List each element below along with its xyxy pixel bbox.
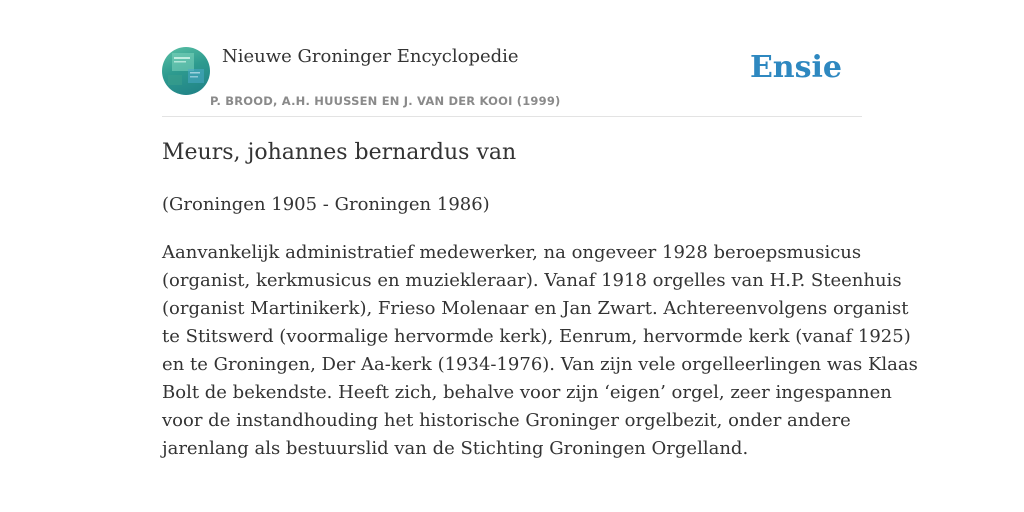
body-line: Bolt de bekendste. Heeft zich, behalve voor zijn ‘eigen’ orgel, zeer ingespannen [162, 382, 892, 403]
book-cover-icon[interactable] [162, 47, 210, 95]
entry-title: Meurs, johannes bernardus van [162, 140, 517, 165]
body-line: en te Groningen, Der Aa-kerk (1934-1976). Van zijn vele orgelleerlingen was Klaas [162, 354, 918, 375]
body-line: (organist, kerkmusicus en muziekleraar). Vanaf 1918 orgelles van H.P. Steenhuis [162, 270, 902, 291]
body-line: (organist Martinikerk), Frieso Molenaar en Jan Zwart. Achtereenvolgens organist [162, 298, 909, 319]
body-line: Aanvankelijk administratief medewerker, na ongeveer 1928 beroepsmusicus [162, 242, 862, 263]
source-header [162, 40, 862, 117]
source-authors: P. BROOD, A.H. HUUSSEN EN J. VAN DER KOOI (1999) [210, 94, 561, 108]
entry-dates: (Groningen 1905 - Groningen 1986) [162, 194, 490, 215]
source-title[interactable]: Nieuwe Groninger Encyclopedie [222, 46, 519, 67]
entry-body [162, 239, 918, 463]
body-line: te Stitswerd (voormalige hervormde kerk), Eenrum, hervormde kerk (vanaf 1925) [162, 326, 911, 347]
body-line: jarenlang als bestuurslid van de Stichting Groningen Orgelland. [162, 438, 749, 459]
body-line: voor de instandhouding het historische Groninger orgelbezit, onder andere [162, 410, 851, 431]
ensie-logo-link[interactable]: Ensie [749, 50, 842, 85]
